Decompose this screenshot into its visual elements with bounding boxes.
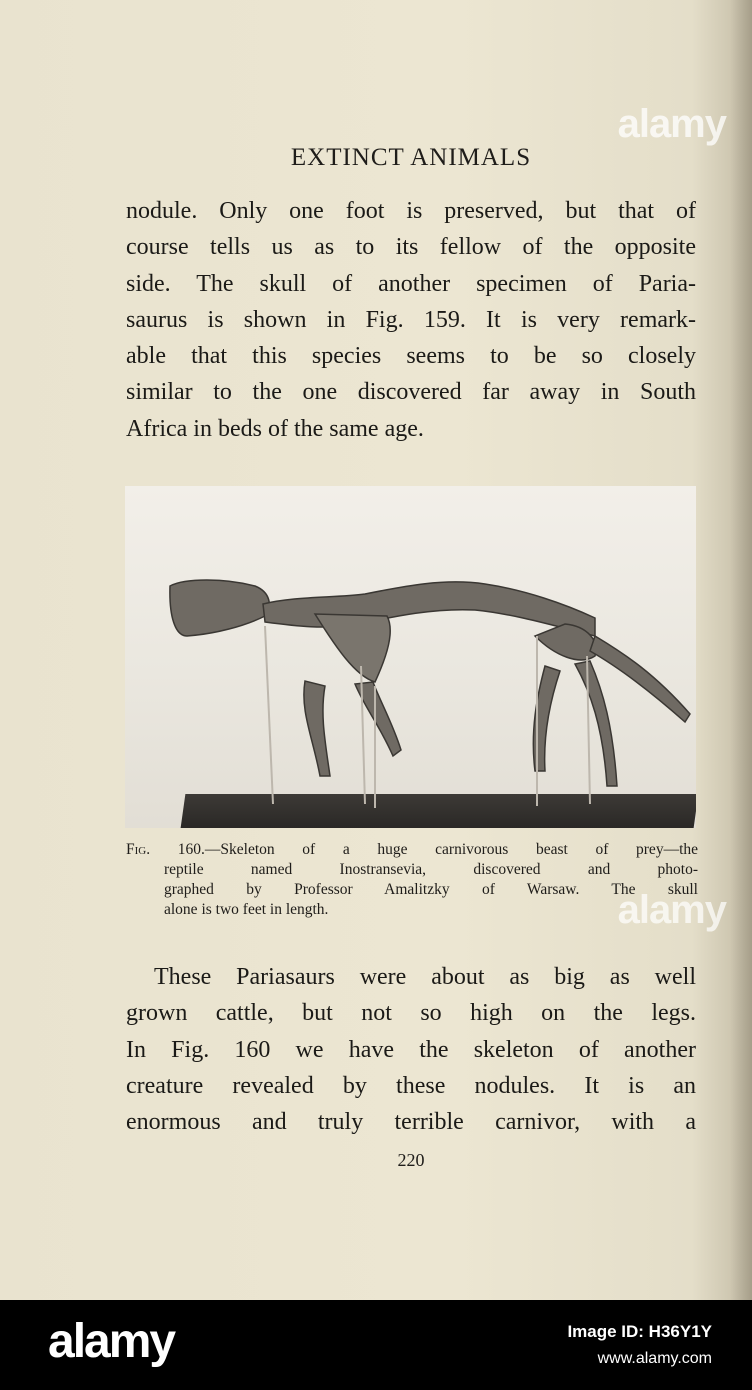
text-line: In Fig. 160 we have the skeleton of another — [126, 1036, 696, 1063]
page-number: 220 — [397, 1150, 425, 1170]
text-line: saurus is shown in Fig. 159. It is very remark- — [126, 306, 696, 333]
text-line: These Pariasaurs were about as big as well — [154, 964, 696, 990]
caption-line: Fig. 160.—Skeleton of a huge carnivorous beast of prey—the — [126, 841, 699, 858]
paragraph-1 — [126, 193, 696, 447]
image-id: Image ID: H36Y1Y — [567, 1322, 712, 1341]
text-line: creature revealed by these nodules. It is an — [126, 1072, 696, 1099]
text-line: Africa in beds of the same age. — [126, 415, 424, 442]
skeleton-photograph — [125, 486, 696, 828]
skeleton-illustration — [125, 486, 696, 828]
text-line: course tells us as to its fellow of the opposite — [126, 234, 696, 261]
paragraph-2 — [126, 959, 696, 1140]
watermark: alamy — [617, 102, 726, 146]
stock-footer — [0, 1300, 752, 1390]
running-head: EXTINCT ANIMALS — [290, 144, 532, 171]
text-line: enormous and truly terrible carnivor, with a — [126, 1109, 696, 1136]
caption-line: alone is two feet in length. — [164, 901, 329, 918]
text-line: similar to the one discovered far away in South — [126, 379, 696, 406]
figure-caption — [126, 840, 698, 920]
text-line: grown cattle, but not so high on the legs. — [126, 1000, 696, 1027]
figure-label: Fig. 160. — [126, 841, 205, 858]
alamy-logo: alamy — [48, 1315, 175, 1368]
text-line: nodule. Only one foot is preserved, but that of — [126, 198, 696, 224]
text-line: side. The skull of another specimen of Paria- — [126, 270, 696, 297]
caption-line: graphed by Professor Amalitzky of Warsaw. The skull — [164, 881, 698, 898]
watermark: alamy — [617, 888, 726, 932]
site-url: www.alamy.com — [597, 1350, 712, 1367]
text-line: able that this species seems to be so closely — [126, 343, 696, 370]
caption-line: reptile named Inostransevia, discovered and photo- — [164, 861, 698, 878]
